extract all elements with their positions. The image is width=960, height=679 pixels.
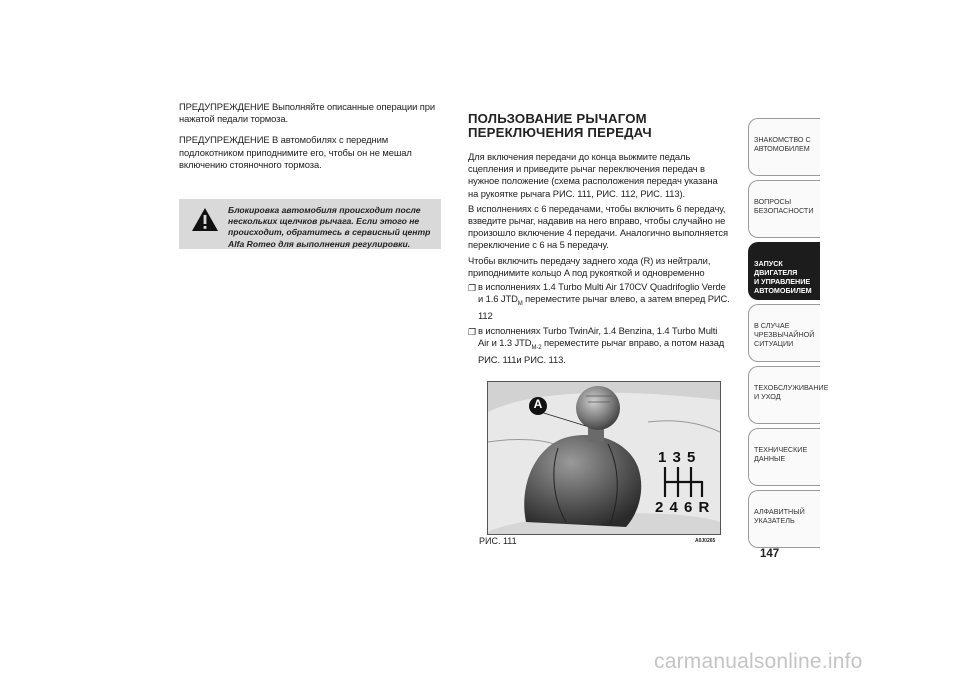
section-title-line2: ПЕРЕКЛЮЧЕНИЯ ПЕРЕДАЧ	[468, 125, 652, 140]
chapter-tab-label: В СЛУЧАЕ	[754, 321, 790, 330]
chapter-tab-label: АЛФАВИТНЫЙ	[754, 507, 805, 516]
section-title-line1: ПОЛЬЗОВАНИЕ РЫЧАГОМ	[468, 111, 647, 126]
bullet1-subscript: M	[517, 301, 523, 308]
site-watermark: carmanualsonline.info	[654, 650, 863, 673]
list-item	[468, 325, 730, 366]
chapter-tab-label: ТЕХНИЧЕСКИЕ	[754, 445, 808, 454]
chapter-tab-label: УКАЗАТЕЛЬ	[754, 516, 795, 525]
warning-box	[179, 199, 441, 249]
chapter-tab-6[interactable]	[748, 428, 820, 486]
warning-box-text: Блокировка автомобиля происходит после нескольких щелчков рычага. Если этого не происходит, обратитесь в сервисный центр Alfa Romeo для выполнения регулировки.	[228, 205, 431, 249]
list-item	[468, 281, 730, 322]
right-column	[468, 112, 730, 368]
chapter-tab-label: ЗАПУСК ДВИГАТЕЛЯ	[754, 259, 798, 277]
gear-pattern-bottom: 2 4 6 R	[655, 499, 711, 516]
chapter-tab-label: И УПРАВЛЕНИЕ	[754, 277, 811, 286]
chapter-tab-label: ТЕХОБСЛУЖИВАНИЕ	[754, 383, 829, 392]
bullet1-text-end: переместите рычаг влево, а затем вперед РИС. 112	[478, 293, 730, 322]
bullet2-text-end: переместите рычаг вправо, а потом назад РИС. 111и РИС. 113.	[478, 336, 725, 365]
page-number: 147	[760, 548, 780, 560]
chapter-tab-5[interactable]	[748, 366, 829, 424]
chapter-tab-7[interactable]	[748, 490, 820, 548]
checkbox-square-icon: ❐	[468, 326, 476, 337]
warning-triangle-icon	[191, 207, 219, 232]
reverse-gear-paragraph: Чтобы включить передачу заднего хода (R) из нейтрали, приподнимите кольцо A под рукояткой и одновременно	[468, 254, 711, 278]
callout-a-label: A	[533, 397, 543, 411]
left-column	[179, 101, 441, 180]
figure-caption: РИС. 111	[479, 536, 517, 546]
figure-code: A0J0265	[695, 538, 716, 544]
six-gear-paragraph: В исполнениях с 6 передачами, чтобы включить 6 передачу, взведите рычаг, надавив на него вправо, чтобы случайно не произошло включение 4 передачи. Аналогично выполняется переключение с 6 на 5 передачу.	[468, 202, 728, 251]
gear-shift-pattern-icon	[660, 467, 704, 501]
checkbox-square-icon: ❐	[468, 283, 476, 294]
chapter-tab-label: ВОПРОСЫ	[754, 197, 792, 206]
gear-pattern-top: 1 3 5	[658, 449, 697, 466]
gear-lever-figure	[487, 381, 721, 535]
engage-gear-paragraph: Для включения передачи до конца выжмите педаль сцепления и приведите рычаг переключения передач в нужное положение (схема расположения передач указана на рукоятке рычага РИС. 111, РИС. 112, РИС. 113).	[468, 151, 718, 199]
chapter-tab-label: И УХОД	[754, 392, 781, 401]
bullet2-subscript: M-2	[531, 344, 542, 351]
chapter-tab-4[interactable]	[748, 304, 820, 362]
section-title	[468, 112, 730, 140]
chapter-tab-label: СИТУАЦИИ	[754, 339, 794, 348]
warning-armrest-paragraph: ПРЕДУПРЕЖДЕНИЕ В автомобилях с передним подлокотником приподнимите его, чтобы он не мешал включению стояночного тормоза.	[179, 134, 412, 170]
chapter-tab-label: АВТОМОБИЛЕМ	[754, 286, 812, 295]
chapter-tab-label: ЧРЕЗВЫЧАЙНОЙ	[754, 330, 815, 339]
warning-brake-paragraph: ПРЕДУПРЕЖДЕНИЕ Выполняйте описанные операции при нажатой педали тормоза.	[179, 101, 436, 125]
chapter-tab-label: БЕЗОПАСНОСТИ	[754, 206, 814, 215]
chapter-tab-label: ДАННЫЕ	[754, 454, 786, 463]
bullet1-text-start: в исполнениях 1.4 Turbo Multi Air 170CV Quadrifoglio Verde и 1.6 JTD	[478, 281, 726, 305]
chapter-tab-label: АВТОМОБИЛЕМ	[754, 144, 810, 153]
bullet2-text-start: в исполнениях Turbo TwinAir, 1.4 Benzina, 1.4 Turbo Multi Air и 1.3 JTD	[478, 324, 718, 348]
chapter-tab-1[interactable]	[748, 118, 820, 176]
chapter-tab-label: ЗНАКОМСТВО С	[754, 135, 811, 144]
chapter-tab-2[interactable]	[748, 180, 820, 238]
chapter-tab-3[interactable]	[748, 242, 820, 300]
